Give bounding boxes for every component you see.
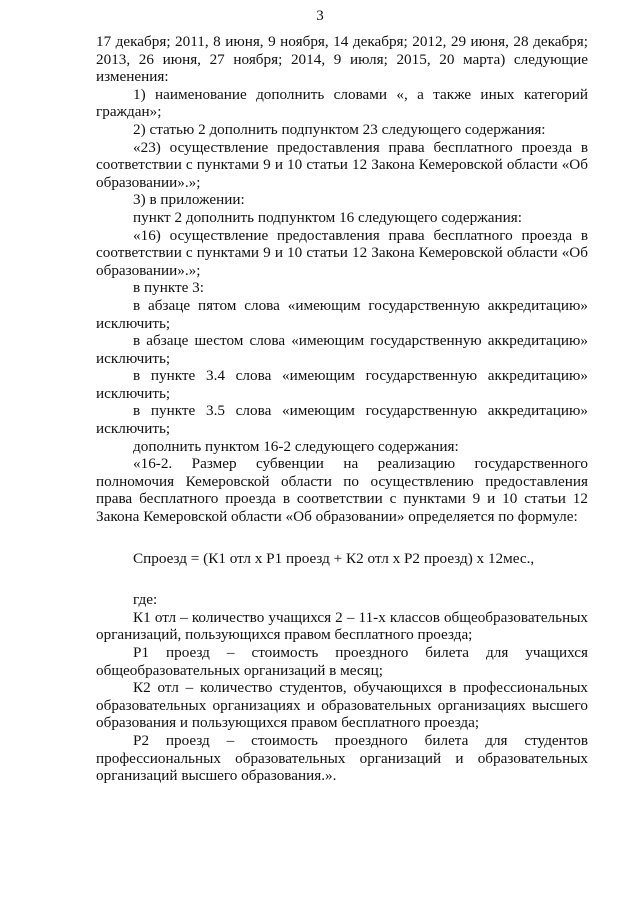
formula: Спроезд = (К1 отл х Р1 проезд + К2 отл х Р2 проезд) х 12мес., xyxy=(133,549,535,567)
paragraph-item-2: 2) статью 2 дополнить подпунктом 23 следующего содержания: xyxy=(133,120,546,138)
definition-k2: К2 отл – количество студентов, обучающихся в профессиональных образовательных организациях и образовательных организациях высшего образования и пользующихся правом бесплатного проезда; xyxy=(96,679,588,732)
definition-k1: К1 отл – количество учащихся 2 – 11-х классов общеобразовательных организаций, пользующихся правом бесплатного проезда; xyxy=(96,608,588,644)
where-label: где: xyxy=(133,591,158,609)
paragraph-fifth-abzac: в абзаце пятом слова «имеющим государственную аккредитацию» исключить; xyxy=(96,296,588,332)
paragraph-sixth-abzac: в абзаце шестом слова «имеющим государственную аккредитацию» исключить; xyxy=(96,332,588,367)
paragraph-add-16-2: дополнить пунктом 16-2 следующего содержания: xyxy=(133,437,459,455)
definition-p1: Р1 проезд – стоимость проездного билета для учащихся общеобразовательных организаций в месяц; xyxy=(96,644,588,679)
paragraph-point-3: в пункте 3: xyxy=(133,279,204,297)
paragraph-item-1: 1) наименование дополнить словами «, а также иных категорий граждан»; xyxy=(96,85,588,121)
definition-p2: Р2 проезд – стоимость проездного билета для студентов профессиональных образовательных организаций и образовательных организаций высшего образования.». xyxy=(96,731,588,785)
paragraph-16-2-text: «16-2. Размер субвенции на реализацию государственного полномочия Кемеровской области по осуществлению предоставления права бесплатного проезда в соответствии с пунктами 9 и 10 статьи 12 Закона Кемеровской области «Об образовании» определяется по формуле: xyxy=(96,455,588,526)
document-body xyxy=(96,33,588,785)
paragraph-subitem-16: «16) осуществление предоставления права бесплатного проезда в соответствии с пунктами 9 и 10 статьи 12 Закона Кемеровской области «Об образовании».»; xyxy=(96,226,588,279)
paragraph-point-3-5: в пункте 3.5 слова «имеющим государственную аккредитацию» исключить; xyxy=(96,402,588,438)
paragraph-point-2: пункт 2 дополнить подпунктом 16 следующего содержания: xyxy=(133,208,522,226)
paragraph-subitem-23: «23) осуществление предоставления права бесплатного проезда в соответствии с пунктами 9 и 10 статьи 12 Закона Кемеровской области «Об образовании».»; xyxy=(96,138,588,191)
page-number: 3 xyxy=(316,8,324,24)
paragraph-changes-intro: 17 декабря; 2011, 8 июня, 9 ноября, 14 декабря; 2012, 29 июня, 28 декабря; 2013, 26 июня, 27 ноября; 2014, 9 июля; 2015, 20 марта) следующие изменения: xyxy=(96,33,588,86)
paragraph-item-3: 3) в приложении: xyxy=(133,191,245,209)
paragraph-point-3-4: в пункте 3.4 слова «имеющим государственную аккредитацию» исключить; xyxy=(96,367,588,402)
